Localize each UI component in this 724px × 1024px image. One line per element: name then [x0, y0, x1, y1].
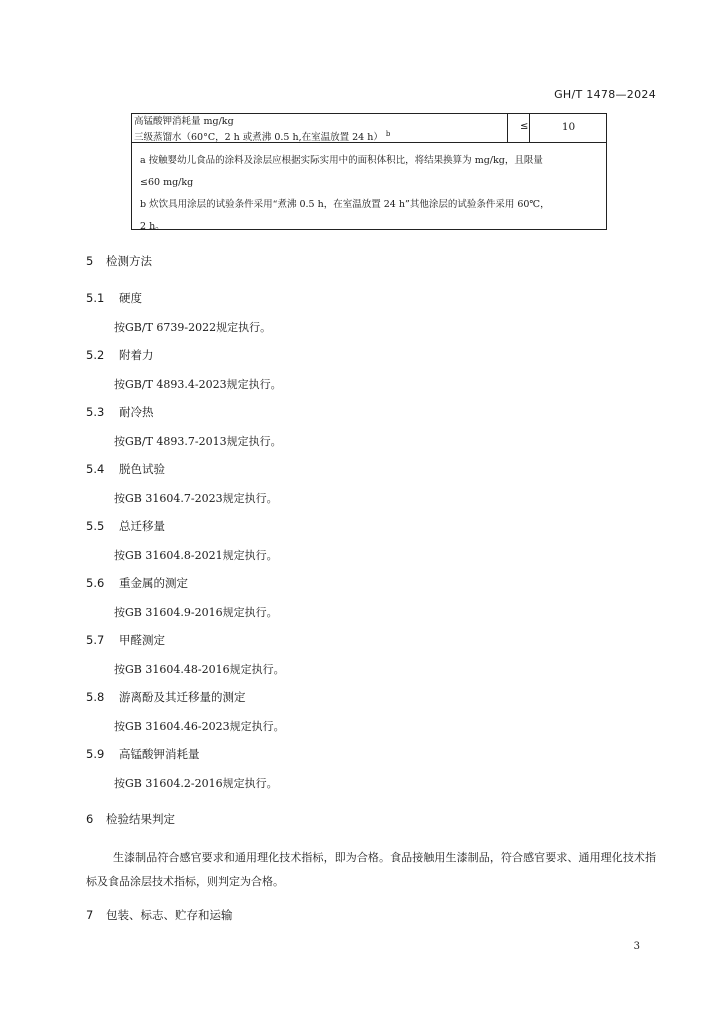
subsection-heading: 5.1 硬度 — [86, 291, 142, 305]
table-note: 2 h。 — [140, 221, 165, 232]
table-note: ≤60 mg/kg — [140, 177, 194, 188]
subsection-heading: 5.3 耐冷热 — [86, 405, 154, 419]
value-cell — [529, 114, 607, 142]
subsection-text: 按GB 31604.7-2023规定执行。 — [114, 492, 278, 505]
table-row — [132, 114, 606, 143]
table-note: a 按触婴幼儿食品的涂料及涂层应根据实际实用中的面积体积比，将结果换算为 mg/kg，且限量 — [140, 155, 543, 166]
footnote-marker: b — [385, 130, 391, 138]
subsection-text: 按GB/T 4893.4-2023规定执行。 — [114, 378, 282, 391]
page-number: 3 — [633, 941, 640, 952]
subsection-text: 按GB 31604.46-2023规定执行。 — [114, 720, 285, 733]
subsection-text: 按GB 31604.2-2016规定执行。 — [114, 777, 278, 790]
subsection-heading: 5.2 附着力 — [86, 348, 154, 362]
subsection-heading: 5.8 游离酚及其迁移量的测定 — [86, 690, 246, 704]
subsection-heading: 5.6 重金属的测定 — [86, 576, 188, 590]
section-heading-6: 6 检验结果判定 — [86, 812, 175, 826]
subsection-heading: 5.9 高锰酸钾消耗量 — [86, 747, 200, 761]
section-heading-7: 7 包装、标志、贮存和运输 — [86, 908, 233, 922]
operator: ≤ — [520, 121, 529, 132]
requirements-table — [131, 113, 607, 230]
section-heading-5: 5 检测方法 — [86, 254, 152, 268]
subsection-text: 按GB/T 6739-2022规定执行。 — [114, 321, 272, 334]
row-label-line2: 三级蒸馏水（60°C，2 h 或煮沸 0.5 h,在室温放置 24 h） — [134, 132, 383, 144]
row-label-line1: 高锰酸钾消耗量 mg/kg — [134, 116, 234, 127]
subsection-heading: 5.4 脱色试验 — [86, 462, 165, 476]
subsection-text: 按GB 31604.9-2016规定执行。 — [114, 606, 278, 619]
subsection-heading: 5.7 甲醛测定 — [86, 633, 165, 647]
subsection-text: 按GB 31604.8-2021规定执行。 — [114, 549, 278, 562]
table-notes — [140, 150, 600, 238]
subsection-heading: 5.5 总迁移量 — [86, 519, 165, 533]
limit-value: 10 — [561, 121, 576, 133]
document-code: GH/T 1478—2024 — [554, 88, 656, 101]
judgement-paragraph: 生漆制品符合感官要求和通用理化技术指标，即为合格。食品接触用生漆制品，符合感官要求、通用理化技术指标及食品涂层技术指标，则判定为合格。 — [86, 851, 656, 888]
table-note: b 炊饮具用涂层的试验条件采用“煮沸 0.5 h，在室温放置 24 h”其他涂层的试验条件采用 60℃， — [140, 199, 550, 210]
row-label — [134, 115, 390, 144]
subsection-text: 按GB/T 4893.7-2013规定执行。 — [114, 435, 282, 448]
subsection-text: 按GB 31604.48-2016规定执行。 — [114, 663, 285, 676]
